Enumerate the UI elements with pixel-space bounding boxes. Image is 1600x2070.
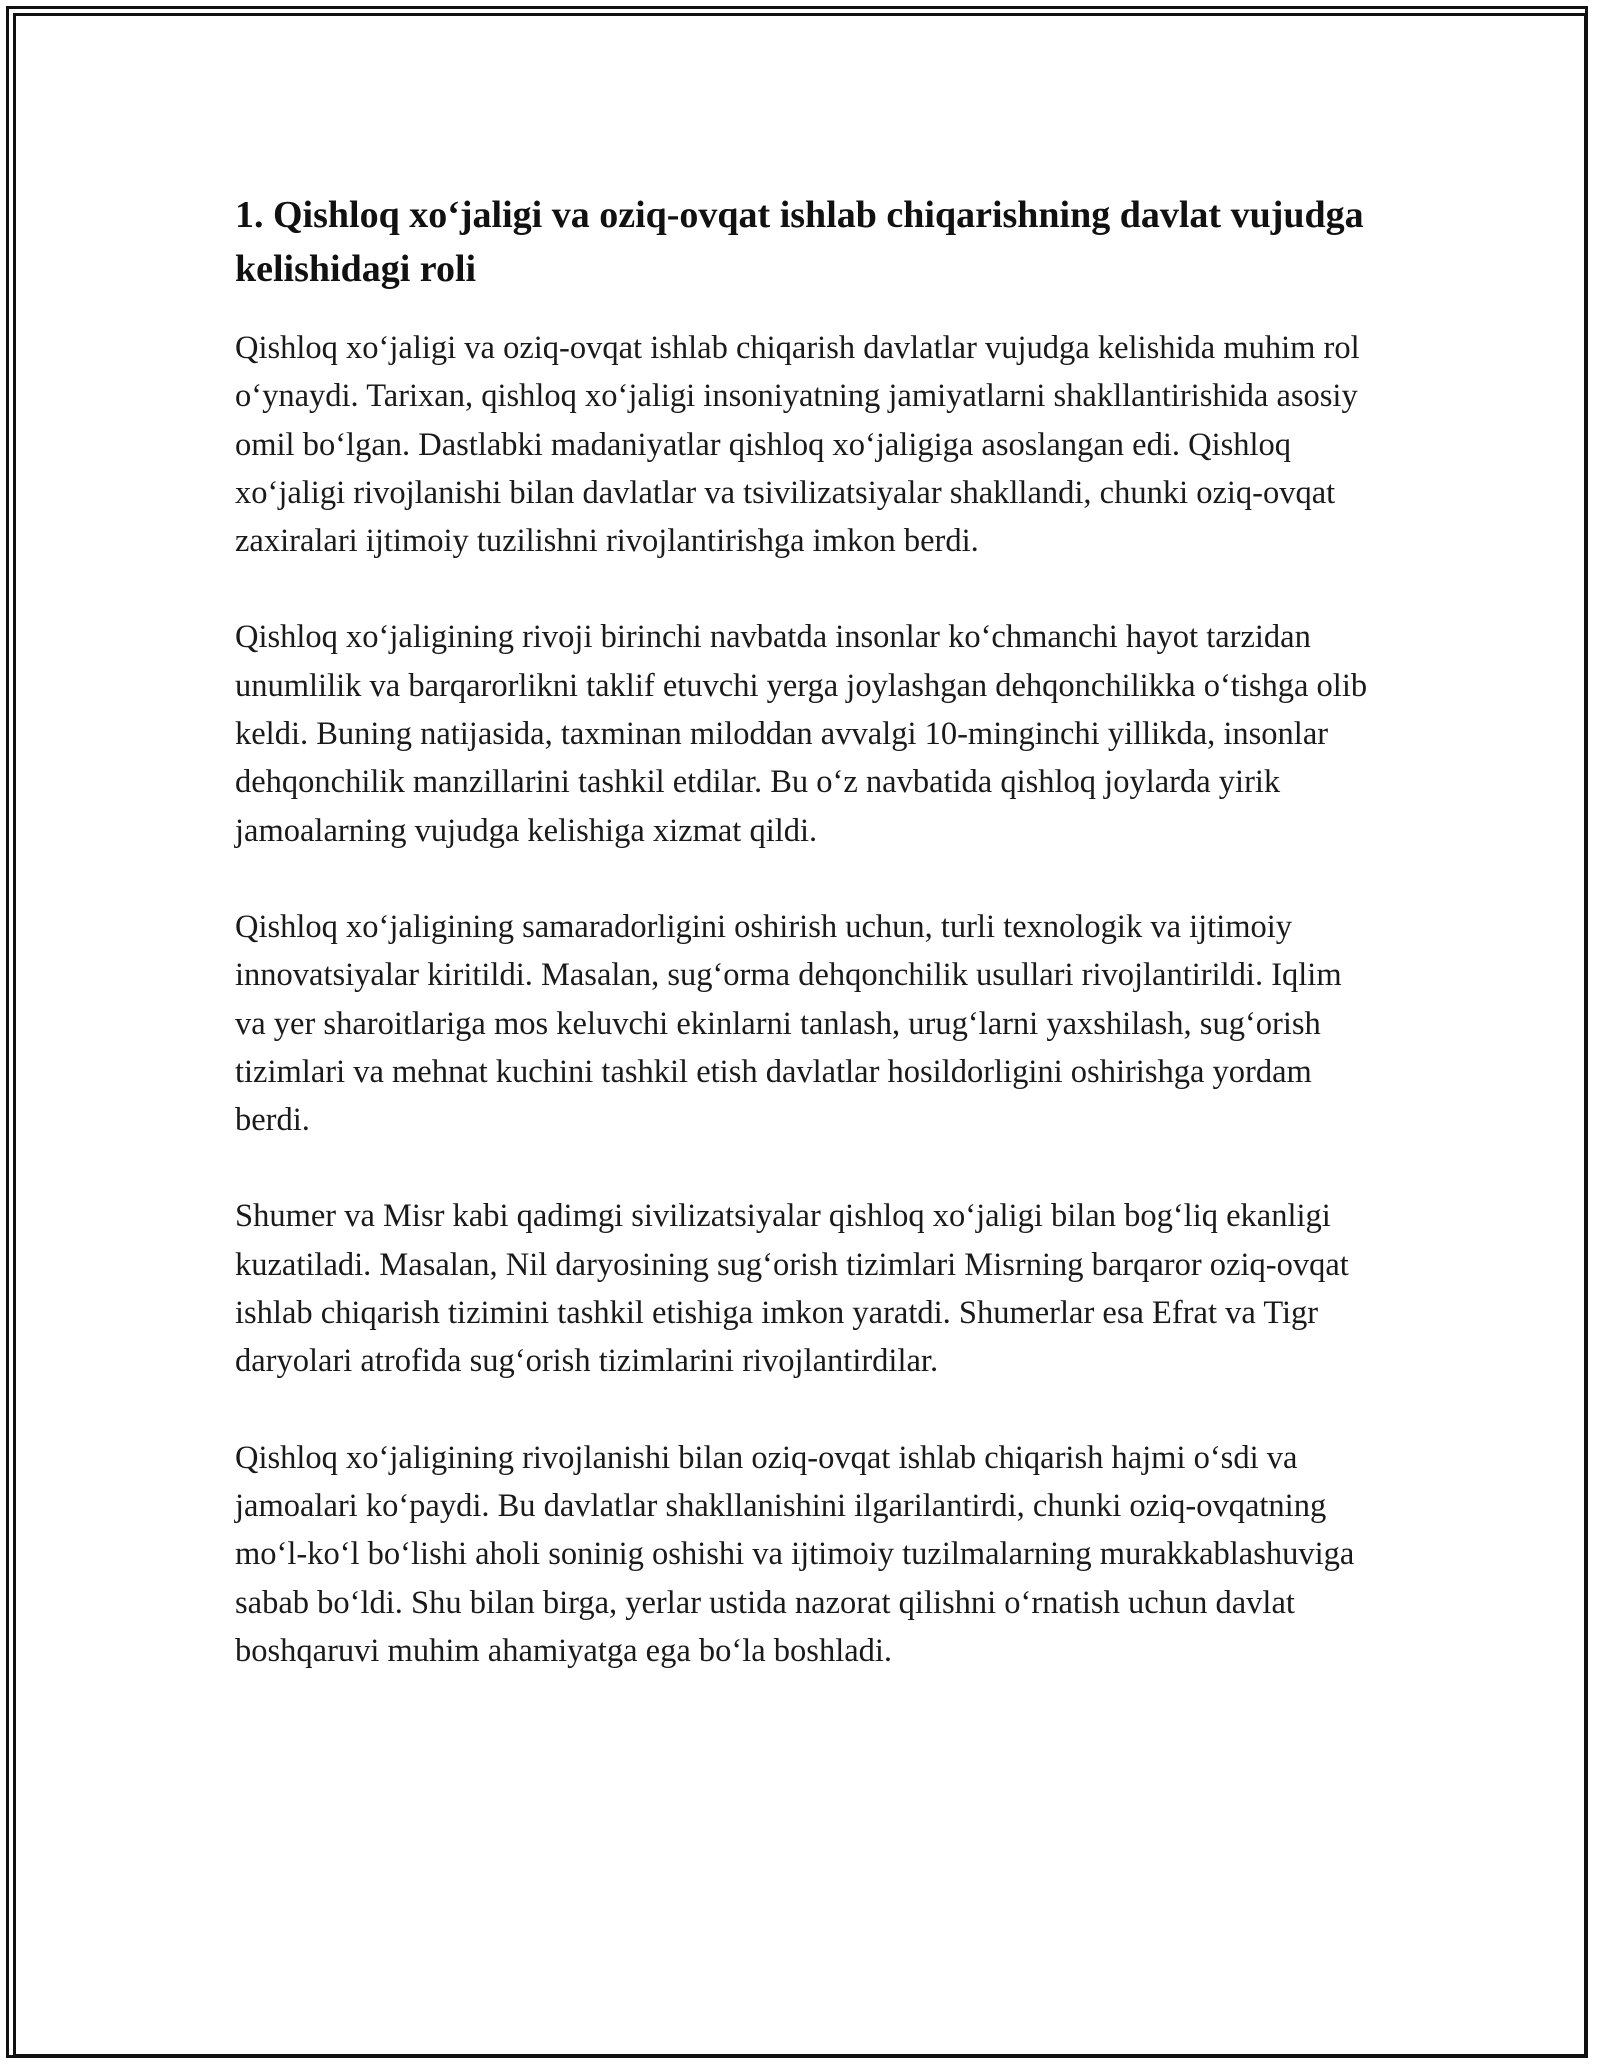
paragraph-3: Qishloq xo‘jaligining samaradorligini oshirish uchun, turli texnologik va ijtimoiy innovatsiyalar kiritildi. Masalan, sug‘orma dehqonchilik usullari rivojlantirildi. Iqlim va yer sharoitlariga mos keluvchi ekinlarni tanlash, urug‘larni yaxshilash, sug‘orish tizimlari va mehnat kuchini tashkil etish davlatlar hosildorligini oshirishga yordam berdi. bbox=[235, 908, 1342, 1139]
paragraph-5: Qishloq xo‘jaligining rivojlanishi bilan oziq-ovqat ishlab chiqarish hajmi o‘sdi va jamoalari ko‘paydi. Bu davlatlar shakllanishini ilgarilantirdi, chunki oziq-ovqatning mo‘l-ko‘l bo‘lishi aholi soninig oshishi va ijtimoiy tuzilmalarning murakkablashuviga sabab bo‘ldi. Shu bilan birga, yerlar ustida nazorat qilishni o‘rnatish uchun davlat boshqaruvi muhim ahamiyatga ega bo‘la boshladi. bbox=[235, 1439, 1355, 1669]
paragraph-2: Qishloq xo‘jaligining rivoji birinchi navbatda insonlar ko‘chmanchi hayot tarzidan unumlilik va barqarorlikni taklif etuvchi yerga joylashgan dehqonchilikka o‘tishga olib keldi. Buning natijasida, taxminan miloddan avvalgi 10-minginchi yillikda, insonlar dehqonchilik manzillarini tashkil etdilar. Bu o‘z navbatida qishloq joylarda yirik jamoalarning vujudga kelishiga xizmat qildi. bbox=[235, 619, 1368, 849]
paragraph-1: Qishloq xo‘jaligi va oziq-ovqat ishlab chiqarish davlatlar vujudga kelishida muhim rol o‘ynaydi. Tarixan, qishloq xo‘jaligi insoniyatning jamiyatlarni shakllantirishida asosiy omil bo‘lgan. Dastlabki madaniyatlar qishloq xo‘jaligiga asoslangan edi. Qishloq xo‘jaligi rivojlanishi bilan davlatlar va tsivilizatsiyalar shakllandi, chunki oziq-ovqat zaxiralari ijtimoiy tuzilishni rivojlantirishga imkon berdi. bbox=[235, 330, 1360, 560]
section-heading: 1. Qishloq xo‘jaligi va oziq-ovqat ishlab chiqarishning davlat vujudga kelishidagi roli bbox=[235, 194, 1364, 290]
document-body bbox=[235, 188, 1375, 1723]
paragraph-4: Shumer va Misr kabi qadimgi sivilizatsiyalar qishloq xo‘jaligi bilan bog‘liq ekanligi kuzatiladi. Masalan, Nil daryosining sug‘orish tizimlari Misrning barqaror oziq-ovqat ishlab chiqarish tizimini tashkil etishiga imkon yaratdi. Shumerlar esa Efrat va Tigr daryolari atrofida sug‘orish tizimlarini rivojlantirdilar. bbox=[235, 1198, 1349, 1380]
